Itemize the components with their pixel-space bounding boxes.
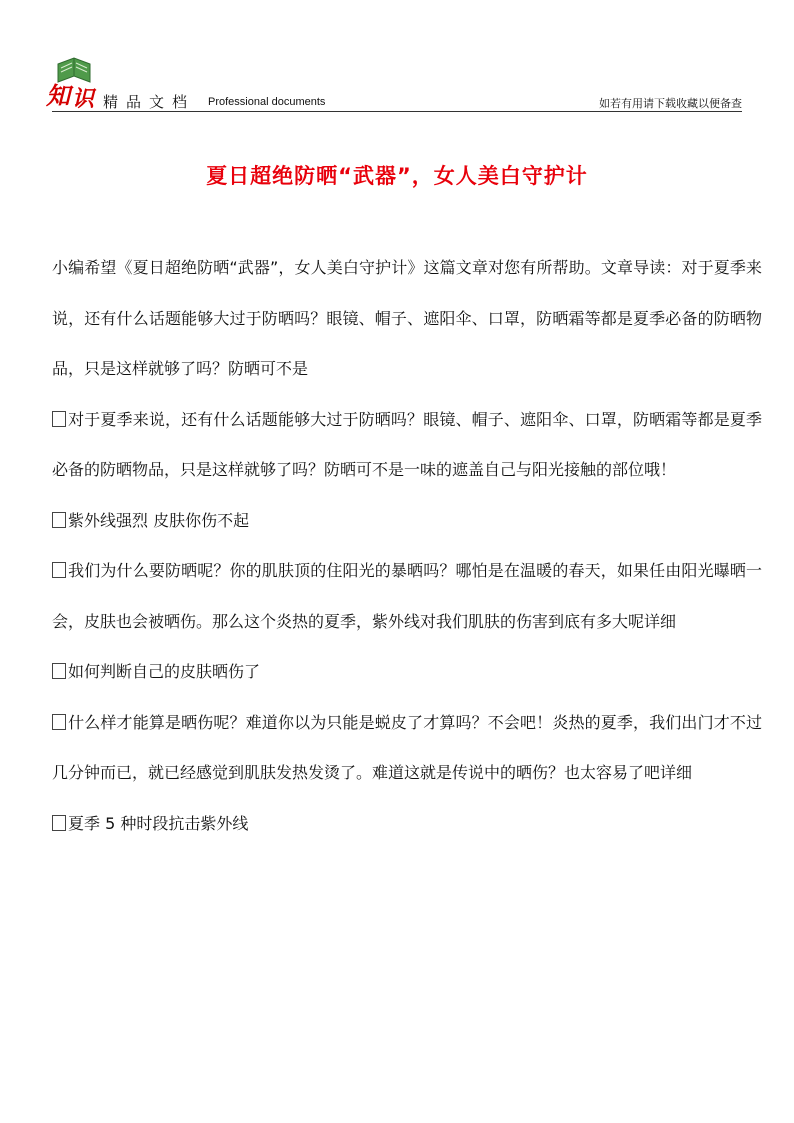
svg-text:识: 识 bbox=[72, 86, 95, 112]
paragraph-text: 我们为什么要防晒呢？你的肌肤顶的住阳光的暴晒吗？哪怕是在温暖的春天，如果任由阳光曝晒一会，皮肤也会被晒伤。那么这个炎热的夏季，紫外线对我们肌肤的伤害到底有多大呢详细 bbox=[52, 561, 762, 631]
header-category-label: 精品文档 bbox=[103, 93, 196, 111]
section-heading bbox=[52, 647, 762, 698]
paragraph-text: 小编希望《夏日超绝防晒“武器”，女人美白守护计》这篇文章对您有所帮助。文章导读：对于夏季来说，还有什么话题能够大过于防晒吗？眼镜、帽子、遮阳伞、口罩，防晒霜等都是夏季必备的防晒物品，只是这样就够了吗？防晒可不是 bbox=[52, 258, 762, 378]
header-download-note: 如若有用请下载收藏以便备查 bbox=[599, 97, 742, 110]
paragraph-text: 如何判断自己的皮肤晒伤了 bbox=[68, 662, 261, 681]
svg-text:知: 知 bbox=[46, 81, 70, 110]
paragraph bbox=[52, 395, 762, 496]
paragraph-intro bbox=[52, 243, 762, 395]
paragraph-text: 什么样才能算是晒伤呢？难道你以为只能是蜕皮了才算吗？不会吧！炎热的夏季，我们出门才不过几分钟而已，就已经感觉到肌肤发热发烫了。难道这就是传说中的晒伤？也太容易了吧详细 bbox=[52, 712, 762, 782]
missing-glyph-box-icon bbox=[52, 512, 66, 528]
document-body bbox=[52, 243, 762, 849]
paragraph bbox=[52, 546, 762, 647]
missing-glyph-box-icon bbox=[52, 663, 66, 679]
section-heading bbox=[52, 799, 762, 850]
missing-glyph-box-icon bbox=[52, 411, 66, 427]
section-heading bbox=[52, 496, 762, 547]
paragraph-text: 夏季 5 种时段抗击紫外线 bbox=[68, 813, 249, 833]
paragraph bbox=[52, 698, 762, 799]
missing-glyph-box-icon bbox=[52, 714, 66, 730]
page-header bbox=[0, 0, 794, 118]
header-english-label: Professional documents bbox=[208, 96, 326, 108]
paragraph-text: 紫外线强烈 皮肤你伤不起 bbox=[68, 510, 250, 530]
missing-glyph-box-icon bbox=[52, 562, 66, 578]
zhishi-logo-icon bbox=[44, 52, 102, 112]
header-divider bbox=[52, 111, 742, 112]
missing-glyph-box-icon bbox=[52, 815, 66, 831]
paragraph-text: 对于夏季来说，还有什么话题能够大过于防晒吗？眼镜、帽子、遮阳伞、口罩，防晒霜等都是夏季必备的防晒物品，只是这样就够了吗？防晒可不是一味的遮盖自己与阳光接触的部位哦！ bbox=[52, 409, 762, 479]
document-title: 夏日超绝防晒“武器”，女人美白守护计 bbox=[206, 164, 588, 188]
